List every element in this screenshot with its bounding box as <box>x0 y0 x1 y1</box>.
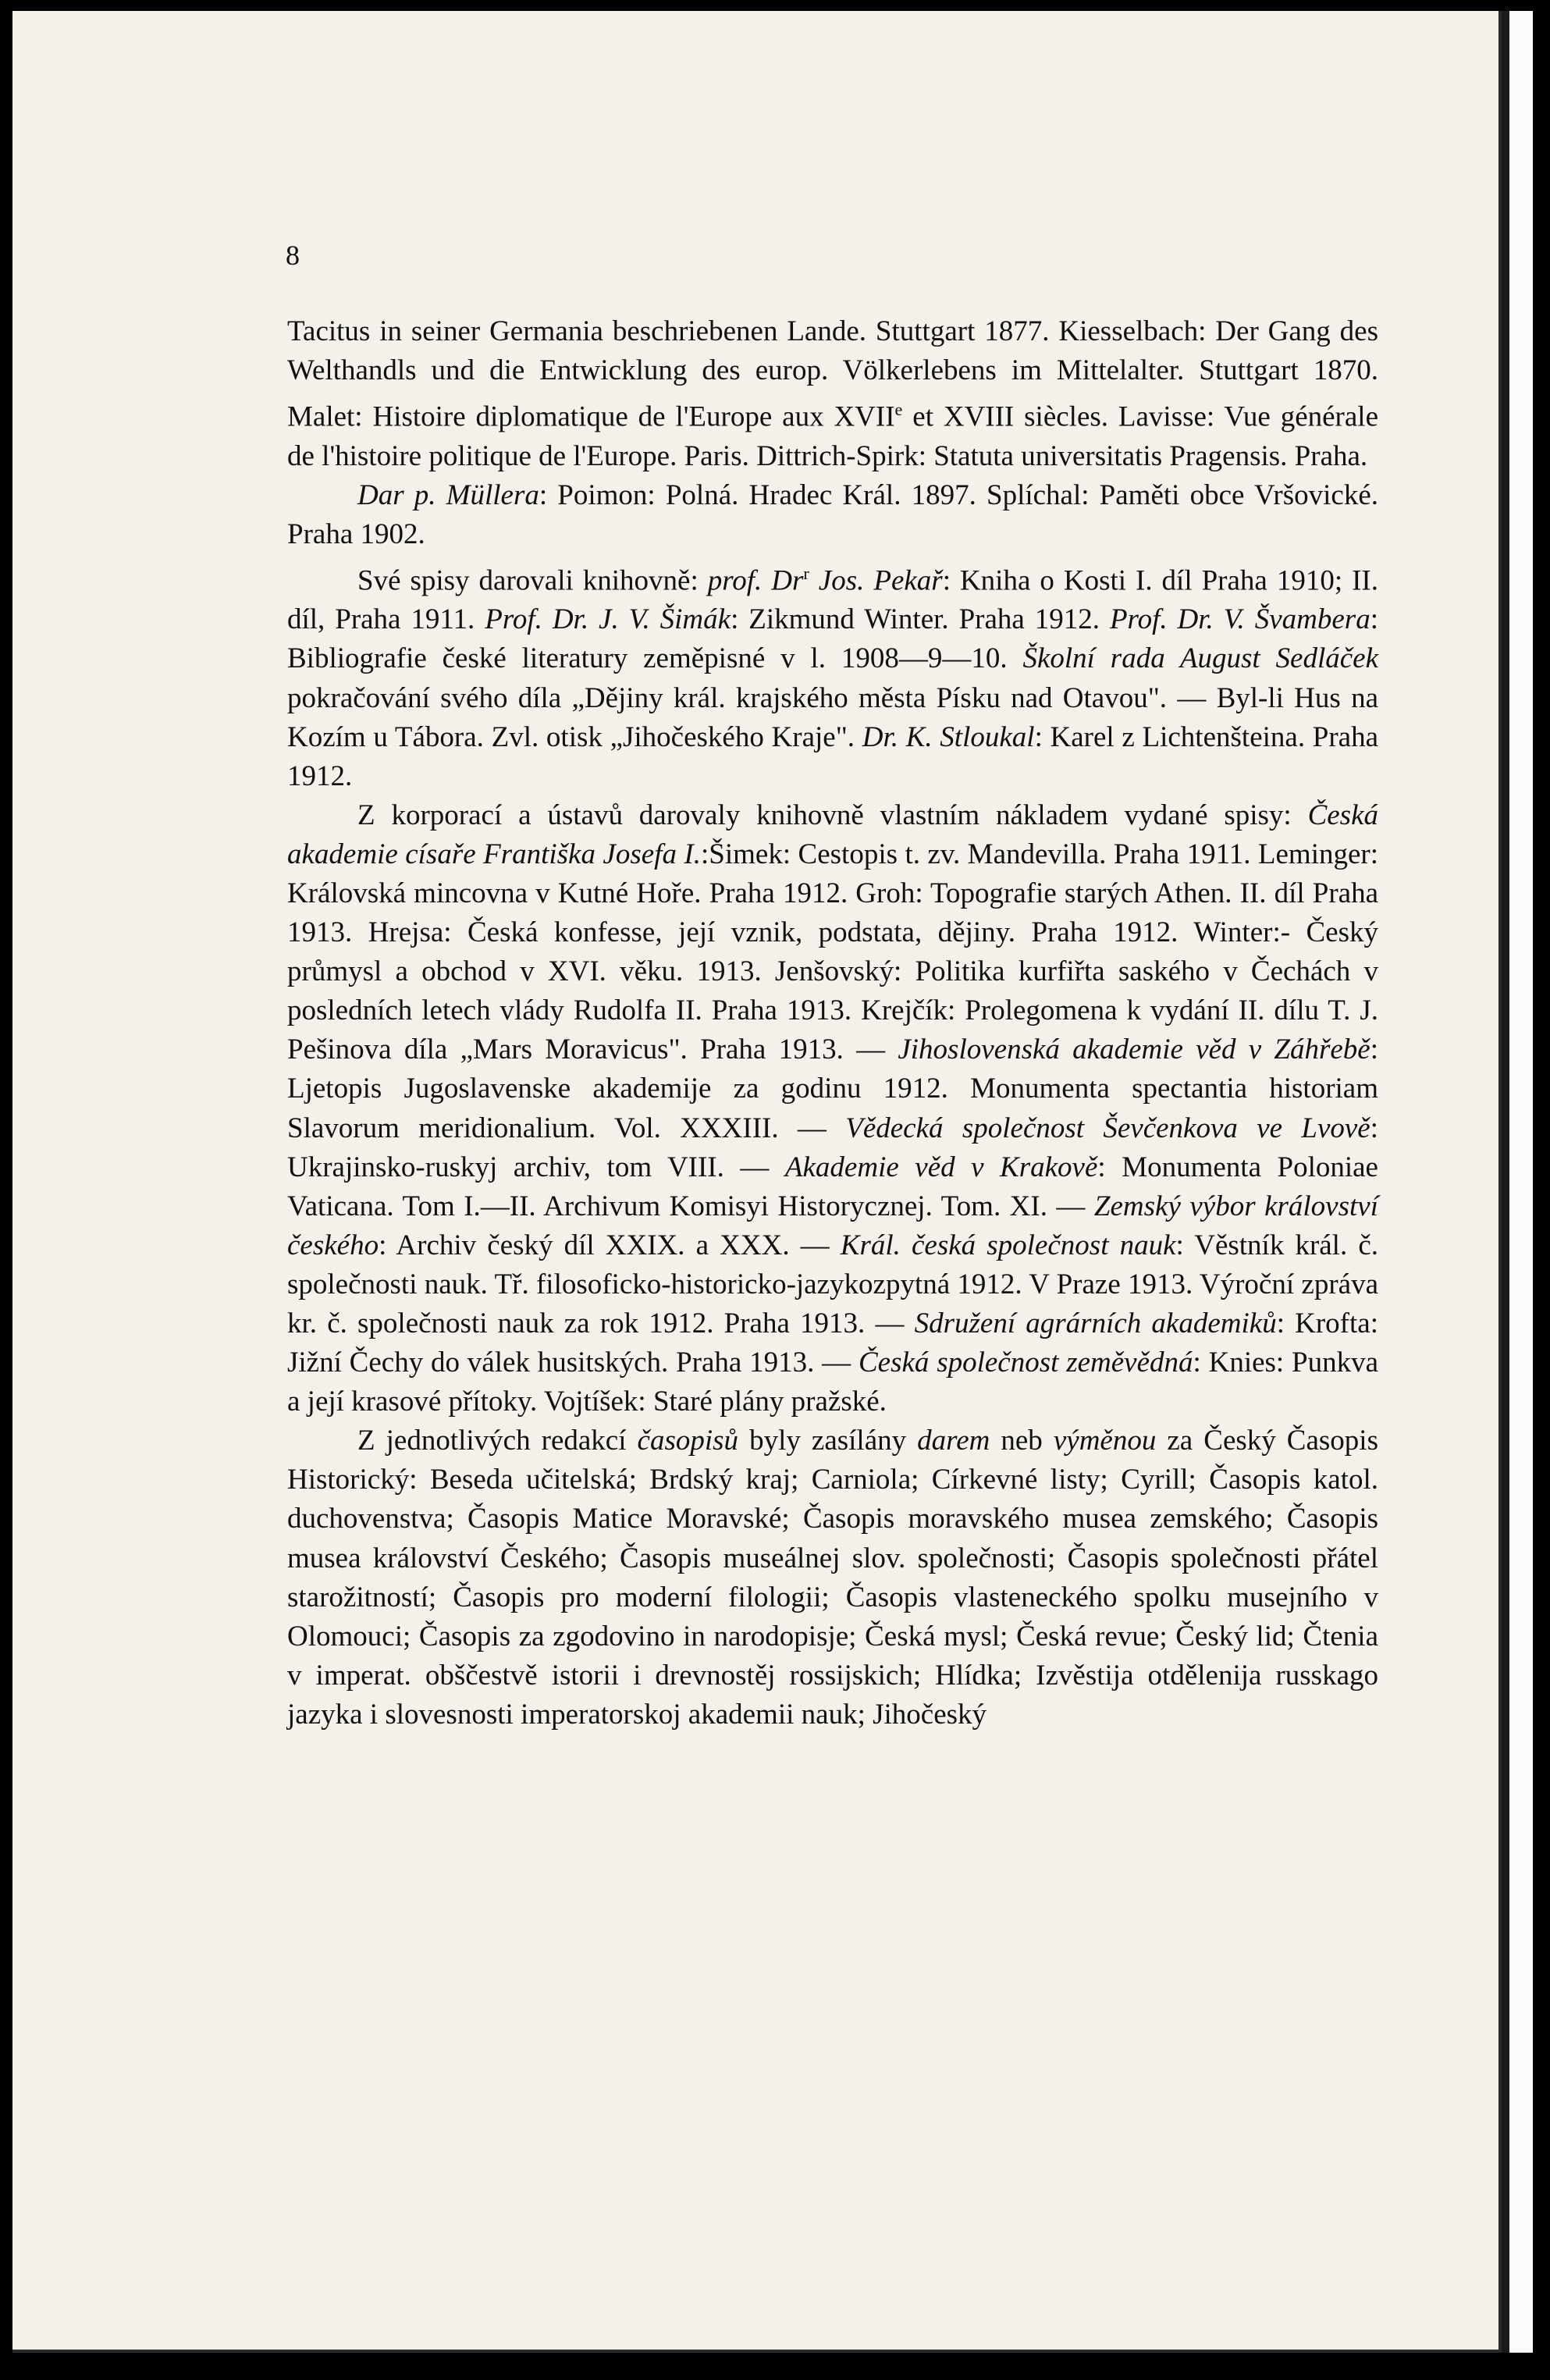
text-segment: : Knies: Punkva a její krasové přítoky. Vojtíšek: Staré plány pražské. <box>287 1347 1378 1418</box>
text-segment: : Věstník král. č. společnosti nauk. Tř. filosoficko-historicko-jazykozpytná 1912. V Praze 1913. Výroční zpráva kr. č. společnosti nauk za rok 1912. Praha 1913. — <box>287 1229 1378 1339</box>
text-segment <box>809 564 819 596</box>
text-segment: Dar p. Müllera <box>357 478 539 511</box>
text-segment: : Ljetopis Jugoslavenske akademije za godinu 1912. Monumenta spectantia historiam Slavorum meridionalium. Vol. XXXIII. — <box>287 1033 1378 1144</box>
paragraph <box>287 1421 1378 1734</box>
text-segment: za Český Časopis Historický: Beseda učitelská; Brdský kraj; Carniola; Církevné listy; Cyrill; Časopis katol. duchovenstva; Časopis Matice Moravské; Časopis moravského musea zemského; Časopis musea království Českého; Časopis museálnej slov. společnosti; Časopis společnosti přátel starožitností; Časopis pro moderní filologii; Časopis vlasteneckého spolku musejního v Olomouci; Časopis za zgodovino in narodopisje; Česká mysl; Česká revue; Český lid; Čtenia v imperat. obščestvě istorii i drevnostěj rossijskich; Hlídka; Izvěstija otdělenija russkago jazyka i slovesnosti imperatorskoj akademii nauk; Jihočeský <box>287 1425 1378 1731</box>
text-segment: r <box>803 563 809 583</box>
text-segment: : Bibliografie české literatury zeměpisné v l. 1908—9—10. <box>287 603 1378 675</box>
text-segment: :Šimek: Cestopis t. zv. Mandevilla. Praha 1911. Leminger: Královská mincovna v Kutné Hoře. Praha 1912. Groh: Topografie starých Athen. II. díl Praha 1913. Hrejsa: Česká konfesse, její vznik, podstata, dějiny. Praha 1912. Winter:- Český průmysl a obchod v XVI. věku. 1913. Jenšovský: Politika kurfiřta saského v Čechách v posledních letech vlády Rudolfa II. Praha 1913. Krejčík: Prolegomena k vydání II. dílu T. J. Pešinova díla „Mars Moravicus". Praha 1913. — <box>287 838 1379 1066</box>
scanned-page <box>12 11 1503 2353</box>
text-segment: : Karel z Lichtenšteina. Praha 1912. <box>287 720 1378 792</box>
paragraph <box>287 554 1378 796</box>
text-segment: : Poimon: Polná. Hradec Král. 1897. Splíchal: Paměti obce Vršovické. Praha 1902. <box>287 478 1378 550</box>
paragraph <box>287 796 1378 1422</box>
text-segment: e <box>894 400 903 420</box>
text-segment: darem <box>917 1425 990 1457</box>
text-segment: Vědecká společnost Ševčenkova ve Lvově <box>845 1112 1370 1144</box>
scan-edge <box>1502 11 1533 2353</box>
text-segment: Z jednotlivých redakcí <box>357 1425 638 1457</box>
text-segment: : Zikmund Winter. Praha 1912. <box>731 603 1110 636</box>
text-segment: Česká akademie císaře Františka Josefa I. <box>287 799 1378 870</box>
text-segment: Jihoslovenská akademie věd v Záhřebě <box>898 1033 1370 1066</box>
text-segment: Jos. Pekař <box>818 564 943 597</box>
text-segment: prof. Dr <box>707 564 804 597</box>
text-segment: Zemský výbor království českého <box>287 1190 1378 1261</box>
paragraph <box>287 476 1378 554</box>
body-text <box>287 312 1378 1734</box>
text-segment: et XVIII siècles. Lavisse: Vue générale de l'histoire politique de l'Europe. Paris. Dittrich-Spirk: Statuta universitatis Pragensis. Praha. <box>287 400 1378 472</box>
text-segment: : Krofta: Jižní Čechy do válek husitských. Praha 1913. — <box>287 1307 1378 1379</box>
page-number: 8 <box>286 240 300 271</box>
text-segment: pokračování svého díla „Dějiny král. krajského města Písku nad Otavou". — Byl-li Hus na Kozím u Tábora. Zvl. otisk „Jihočeského Kraje". <box>287 681 1378 753</box>
text-segment: Své spisy darovali knihovně: <box>357 564 708 597</box>
text-segment: : Archiv český díl XXIX. a XXX. — <box>379 1229 841 1261</box>
text-segment: : Monumenta Poloniae Vaticana. Tom I.—II. Archivum Komisyi Historycznej. Tom. XI. — <box>287 1151 1378 1222</box>
text-segment: výměnou <box>1053 1425 1157 1457</box>
text-segment: Z korporací a ústavů darovaly knihovně vlastním nákladem vydané spisy: <box>357 799 1308 831</box>
text-segment: Česká společnost zeměvědná <box>858 1347 1193 1379</box>
text-segment: : Ukrajinsko-ruskyj archiv, tom VIII. — <box>287 1112 1378 1183</box>
text-segment: Sdružení agrárních akademiků <box>914 1307 1277 1339</box>
text-segment: Akademie věd v Krakově <box>784 1151 1098 1183</box>
text-segment: Dr. K. Stloukal <box>862 720 1035 753</box>
text-segment: Tacitus in seiner Germania beschriebenen Lande. Stuttgart 1877. Kiesselbach: Der Gang des Welthandls und die Entwicklung des europ. Völkerlebens im Mittelalter. Stuttgart 1870. Malet: Histoire diplomatique de l'Europe aux XVII <box>287 315 1378 433</box>
text-segment: Prof. Dr. J. V. Šimák <box>485 603 731 636</box>
text-segment: byly zasílány <box>738 1425 918 1457</box>
text-segment: Král. česká společnost nauk <box>840 1229 1176 1261</box>
text-segment: Prof. Dr. V. Švambera <box>1109 603 1370 636</box>
paragraph <box>287 312 1378 476</box>
text-segment: Školní rada August Sedláček <box>1022 642 1378 675</box>
text-segment: neb <box>990 1425 1054 1457</box>
text-segment: časopisů <box>637 1425 739 1457</box>
text-segment: : Kniha o Kosti I. díl Praha 1910; II. díl, Praha 1911. <box>287 564 1378 636</box>
